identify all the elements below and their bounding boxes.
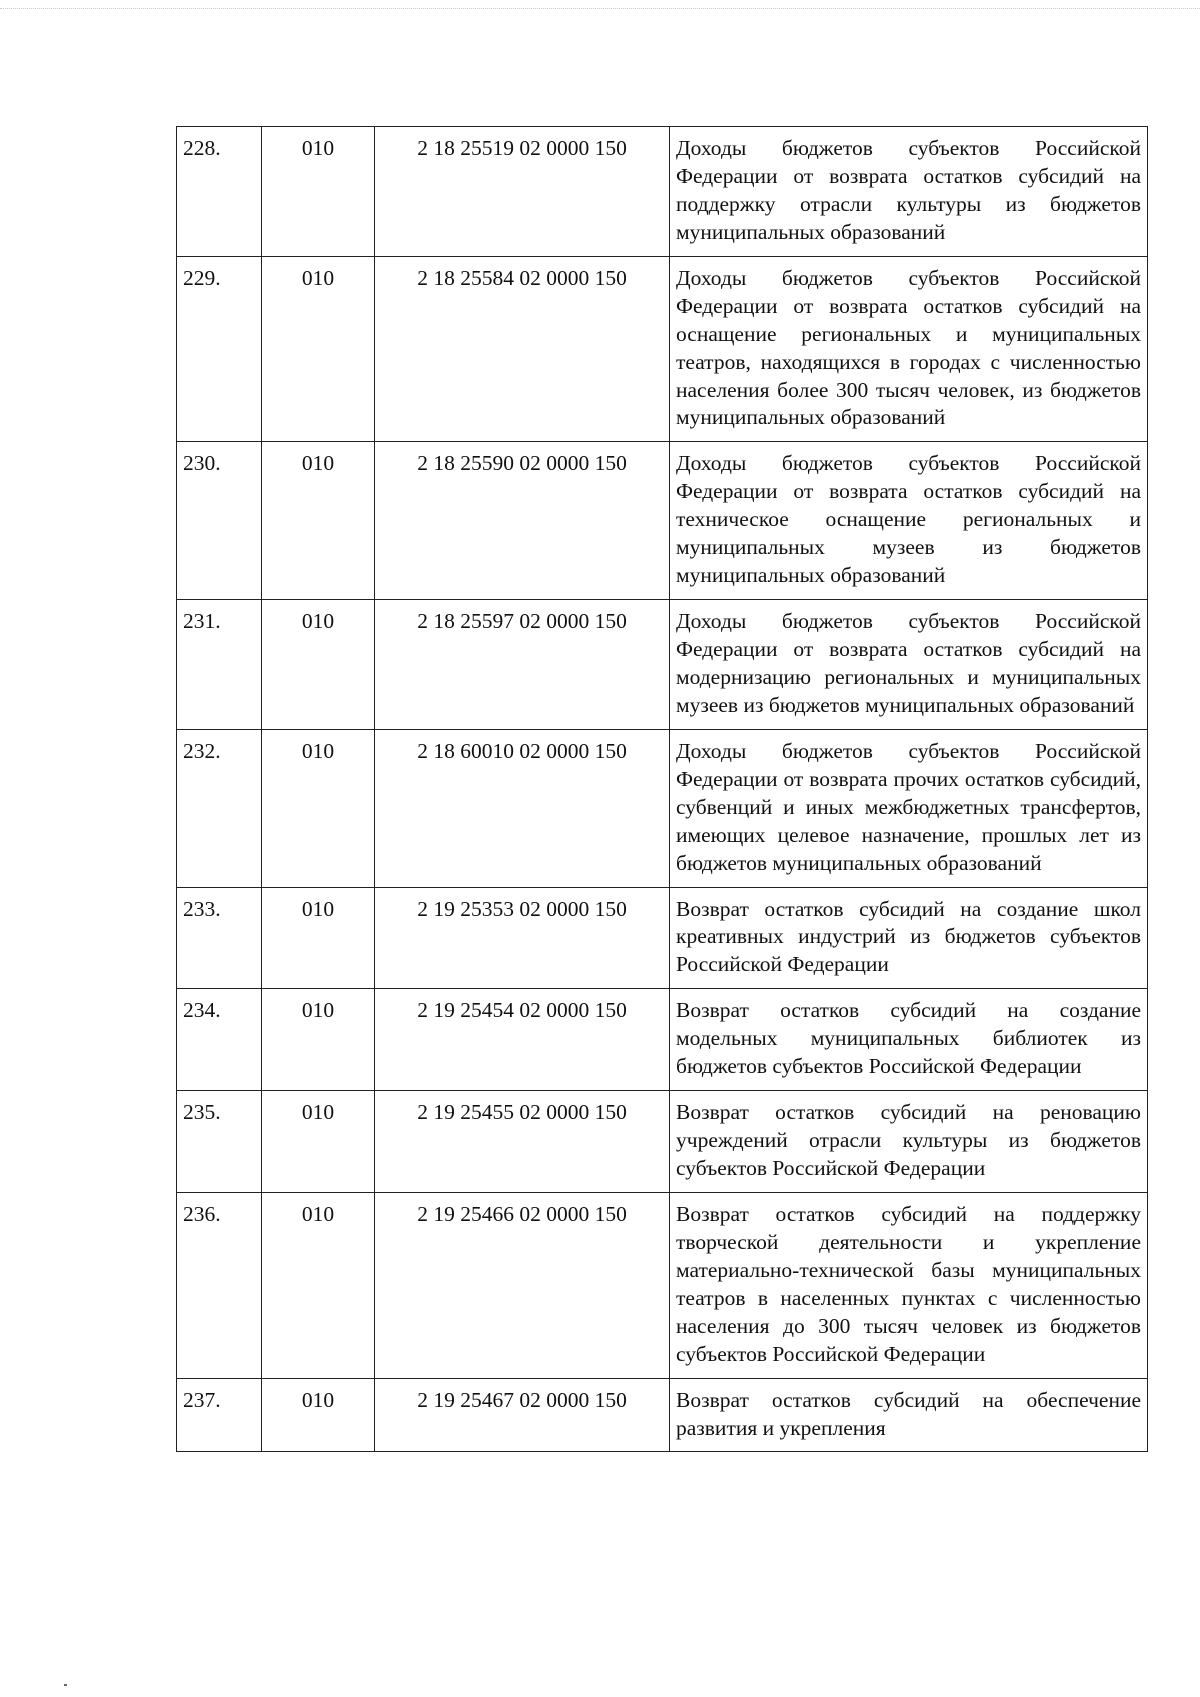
revenue-description: Доходы бюджетов субъектов Российской Федерации от возврата остатков субсидий на техническое оснащение региональных и муниципальных музеев из бюджетов муниципальных образований: [670, 442, 1148, 600]
page-top-edge: [0, 8, 1200, 9]
row-number: 232.: [177, 729, 262, 887]
revenue-code-table: [176, 126, 1148, 1452]
budget-classification-code: 2 19 25467 02 0000 150: [375, 1378, 670, 1452]
row-number: 236.: [177, 1192, 262, 1378]
budget-classification-code: 2 19 25466 02 0000 150: [375, 1192, 670, 1378]
budget-classification-code: 2 19 25455 02 0000 150: [375, 1091, 670, 1193]
table-row: [177, 1378, 1148, 1452]
table-row: [177, 442, 1148, 600]
administrator-code: 010: [262, 1192, 375, 1378]
administrator-code: 010: [262, 600, 375, 730]
scan-artifact: [64, 1684, 67, 1686]
table-row: [177, 887, 1148, 989]
table-row: [177, 729, 1148, 887]
budget-classification-code: 2 18 60010 02 0000 150: [375, 729, 670, 887]
budget-classification-code: 2 18 25519 02 0000 150: [375, 127, 670, 257]
row-number: 231.: [177, 600, 262, 730]
administrator-code: 010: [262, 1378, 375, 1452]
administrator-code: 010: [262, 887, 375, 989]
row-number: 229.: [177, 256, 262, 442]
revenue-description: Возврат остатков субсидий на создание модельных муниципальных библиотек из бюджетов субъектов Российской Федерации: [670, 989, 1148, 1091]
table-row: [177, 127, 1148, 257]
row-number: 230.: [177, 442, 262, 600]
revenue-description: Возврат остатков субсидий на создание школ креативных индустрий из бюджетов субъектов Российской Федерации: [670, 887, 1148, 989]
row-number: 233.: [177, 887, 262, 989]
revenue-description: Доходы бюджетов субъектов Российской Федерации от возврата остатков субсидий на оснащение региональных и муниципальных театров, находящихся в городах с численностью населения более 300 тысяч человек, из бюджетов муниципальных образований: [670, 256, 1148, 442]
revenue-description: Доходы бюджетов субъектов Российской Федерации от возврата прочих остатков субсидий, субвенций и иных межбюджетных трансфертов, имеющих целевое назначение, прошлых лет из бюджетов муниципальных образований: [670, 729, 1148, 887]
administrator-code: 010: [262, 1091, 375, 1193]
administrator-code: 010: [262, 256, 375, 442]
budget-classification-code: 2 18 25597 02 0000 150: [375, 600, 670, 730]
row-number: 234.: [177, 989, 262, 1091]
budget-classification-code: 2 18 25584 02 0000 150: [375, 256, 670, 442]
administrator-code: 010: [262, 989, 375, 1091]
budget-classification-code: 2 19 25353 02 0000 150: [375, 887, 670, 989]
table-row: [177, 256, 1148, 442]
table-row: [177, 989, 1148, 1091]
administrator-code: 010: [262, 442, 375, 600]
budget-classification-code: 2 18 25590 02 0000 150: [375, 442, 670, 600]
row-number: 235.: [177, 1091, 262, 1193]
budget-classification-code: 2 19 25454 02 0000 150: [375, 989, 670, 1091]
revenue-description: Доходы бюджетов субъектов Российской Федерации от возврата остатков субсидий на поддержку отрасли культуры из бюджетов муниципальных образований: [670, 127, 1148, 257]
revenue-description: Возврат остатков субсидий на обеспечение развития и укрепления: [670, 1378, 1148, 1452]
revenue-description: Возврат остатков субсидий на реновацию учреждений отрасли культуры из бюджетов субъектов Российской Федерации: [670, 1091, 1148, 1193]
revenue-description: Возврат остатков субсидий на поддержку творческой деятельности и укрепление материально-технической базы муниципальных театров в населенных пунктах с численностью населения до 300 тысяч человек из бюджетов субъектов Российской Федерации: [670, 1192, 1148, 1378]
administrator-code: 010: [262, 729, 375, 887]
row-number: 237.: [177, 1378, 262, 1452]
table-row: [177, 1091, 1148, 1193]
table-row: [177, 1192, 1148, 1378]
row-number: 228.: [177, 127, 262, 257]
revenue-description: Доходы бюджетов субъектов Российской Федерации от возврата остатков субсидий на модернизацию региональных и муниципальных музеев из бюджетов муниципальных образований: [670, 600, 1148, 730]
table-row: [177, 600, 1148, 730]
administrator-code: 010: [262, 127, 375, 257]
